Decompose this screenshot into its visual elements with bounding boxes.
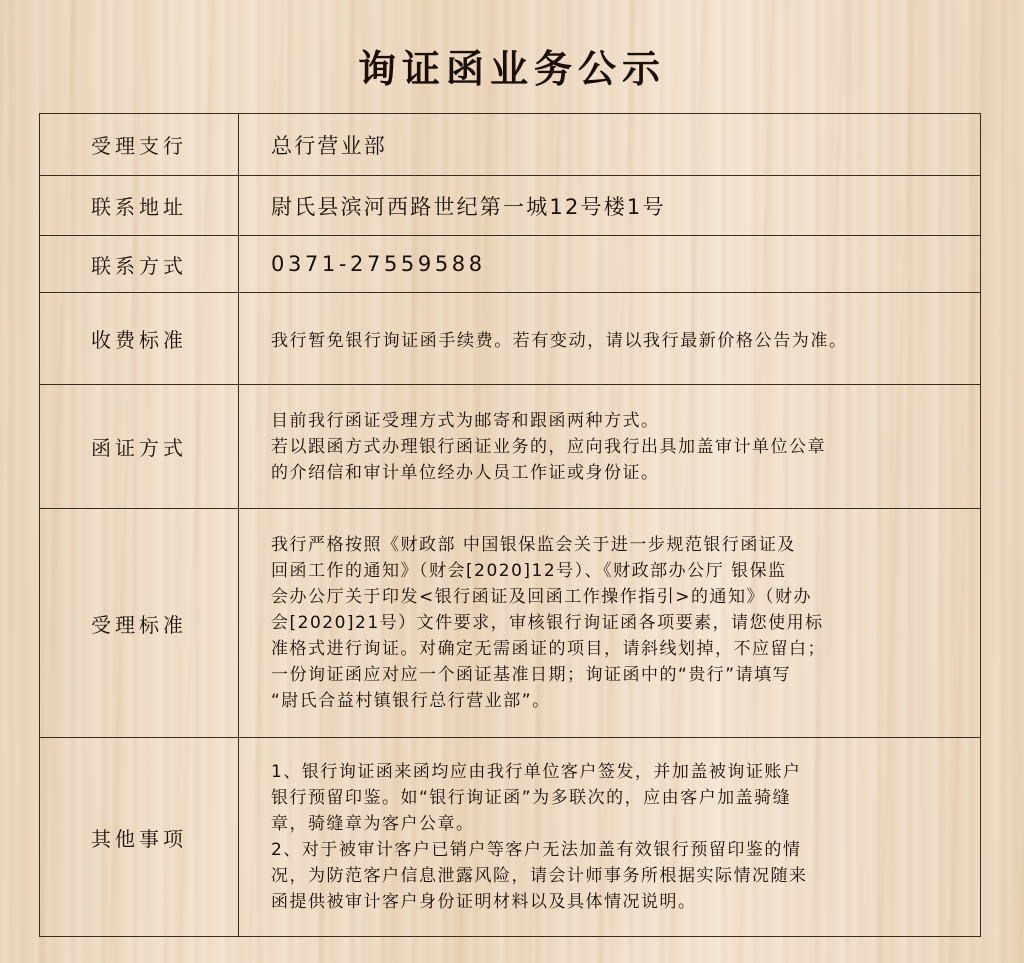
row-value-contact: [239, 236, 981, 293]
info-table: [39, 113, 981, 937]
table-row-method: [40, 385, 981, 509]
table-row-address: [40, 176, 981, 236]
row-value-method: [239, 385, 981, 509]
row-value-standard: [239, 509, 981, 738]
page-title: 询证函业务公示: [357, 47, 666, 91]
table-row-fee: [40, 293, 981, 385]
standard-line: “尉氏合益村镇银行总行营业部”。: [271, 691, 551, 711]
standard-line: 会[2020]21号）文件要求，审核银行询证函各项要素，请您使用标: [271, 613, 824, 633]
standard-line: 我行严格按照《财政部 中国银保监会关于进一步规范银行函证及: [271, 535, 796, 555]
other-line: 况，为防范客户信息泄露风险，请会计师事务所根据实际情况随来: [271, 866, 808, 886]
row-label-other: 其他事项: [40, 738, 239, 937]
method-line: 若以跟函方式办理银行函证业务的，应向我行出具加盖审计单位公章: [271, 436, 826, 457]
standard-line: 一份询证函应对应一个函证基准日期；询证函中的“贵行”请填写: [271, 665, 792, 685]
row-label-method: 函证方式: [40, 385, 239, 509]
table-row-standard: [40, 509, 981, 738]
row-label-contact: 联系方式: [40, 236, 239, 293]
standard-line: 准格式进行询证。对确定无需函证的项目，请斜线划掉，不应留白；: [271, 639, 826, 659]
other-line: 银行预留印鉴。如“银行询证函”为多联次的，应由客户加盖骑缝: [271, 788, 792, 808]
row-value-address: [239, 176, 981, 236]
branch-name: 总行营业部: [271, 133, 387, 158]
other-line: 章，骑缝章为客户公章。: [271, 814, 475, 834]
table-row-other: [40, 738, 981, 937]
row-value-branch: [239, 114, 981, 176]
method-line: 的介绍信和审计单位经办人员工作证或身份证。: [271, 462, 660, 483]
row-label-fee: 收费标准: [40, 293, 239, 385]
row-label-standard: 受理标准: [40, 509, 239, 738]
method-line: 目前我行函证受理方式为邮寄和跟函两种方式。: [271, 410, 660, 431]
row-value-fee: [239, 293, 981, 385]
phone-number: 0371-27559588: [271, 252, 486, 276]
row-label-branch: 受理支行: [40, 114, 239, 176]
row-value-other: [239, 738, 981, 937]
fee-text: 我行暂免银行询证函手续费。若有变动，请以我行最新价格公告为准。: [271, 331, 848, 351]
other-line: 1、银行询证函来函均应由我行单位客户签发，并加盖被询证账户: [271, 762, 802, 782]
standard-line: 会办公厅关于印发<银行函证及回函工作操作指引>的通知》（财办: [271, 587, 812, 607]
standard-line: 回函工作的通知》（财会[2020]12号）、《财政部办公厅 银保监: [271, 561, 787, 581]
address-text: 尉氏县滨河西路世纪第一城12号楼1号: [271, 194, 666, 219]
row-label-address: 联系地址: [40, 176, 239, 236]
table-row-branch: [40, 114, 981, 176]
other-line: 2、对于被审计客户已销户等客户无法加盖有效银行预留印鉴的情: [271, 840, 802, 860]
table-row-contact: [40, 236, 981, 293]
other-line: 函提供被审计客户身份证明材料以及具体情况说明。: [271, 892, 697, 912]
